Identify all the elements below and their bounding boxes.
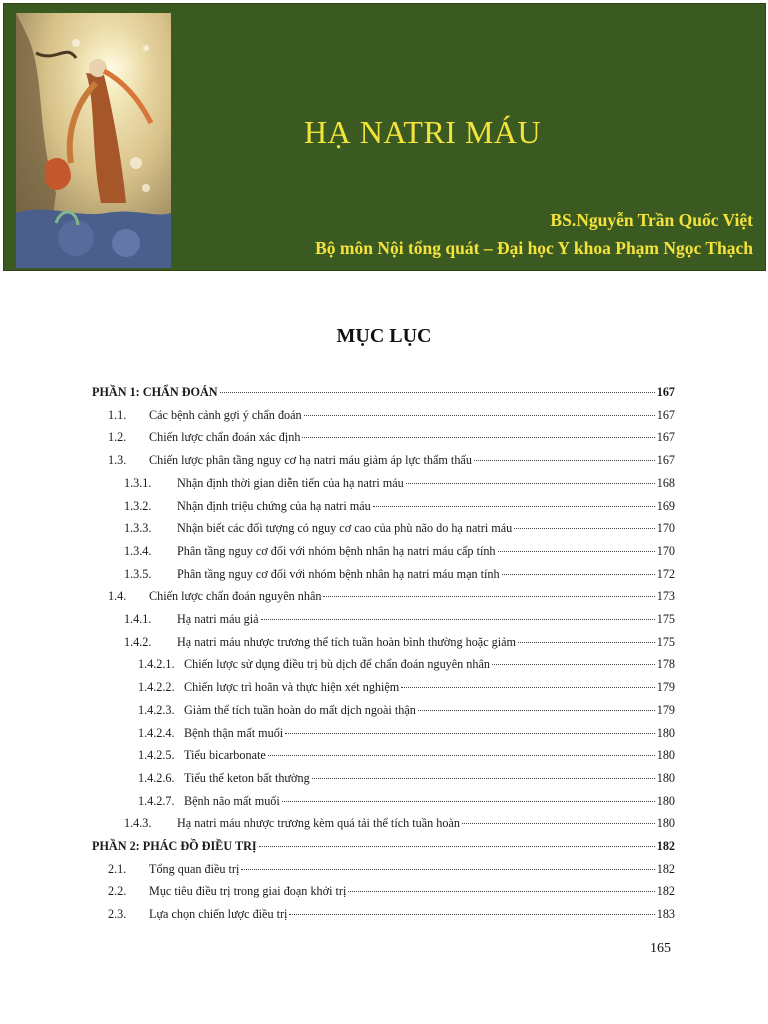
toc-entry[interactable] <box>92 768 675 788</box>
toc-entry-title: Giảm thể tích tuần hoàn do mất dịch ngoài thận <box>184 702 416 717</box>
toc-entry-number: 1.1. <box>108 407 127 422</box>
toc-entry[interactable] <box>92 518 675 538</box>
toc-entry[interactable] <box>92 859 675 879</box>
toc-part-entry[interactable] <box>92 836 675 856</box>
toc-entry-page: 178 <box>656 657 675 672</box>
toc-entry-number: 1.4.3. <box>124 816 152 831</box>
toc-entry-number: 1.3.3. <box>124 521 152 536</box>
toc-entry[interactable] <box>92 791 675 811</box>
toc-entry-title: Hạ natri máu nhược trương thể tích tuần hoàn bình thường hoặc giảm <box>177 634 517 649</box>
toc-dot-leader <box>518 642 655 643</box>
toc-dot-leader <box>418 710 655 711</box>
toc-entry-page: 170 <box>656 543 675 558</box>
toc-entry-page: 183 <box>656 907 675 922</box>
toc-dot-leader <box>462 823 655 824</box>
toc-entry[interactable] <box>92 881 675 901</box>
toc-entry-page: 182 <box>656 861 675 876</box>
toc-entry-page: 173 <box>656 589 675 604</box>
toc-entry-number: 2.2. <box>108 884 127 899</box>
cover-banner <box>3 3 766 271</box>
fantasy-illustration-image <box>16 13 171 268</box>
fantasy-illustration <box>16 13 171 268</box>
toc-entry-number: 1.4.2.1. <box>138 657 175 672</box>
toc-entry-title: Tổng quan điều trị <box>149 861 240 876</box>
toc-entry[interactable] <box>92 723 675 743</box>
toc-part-entry[interactable] <box>92 382 675 402</box>
toc-entry-title: Chiến lược phân tầng nguy cơ hạ natri máu giảm áp lực thẩm thấu <box>149 453 472 468</box>
toc-dot-leader <box>220 392 655 393</box>
toc-dot-leader <box>348 891 654 892</box>
toc-dot-leader <box>289 914 654 915</box>
toc-entry-title: Chiến lược chẩn đoán xác định <box>149 430 301 445</box>
toc-dot-leader <box>502 574 655 575</box>
toc-entry-number: 1.3. <box>108 453 127 468</box>
toc-entry-page: 180 <box>656 816 675 831</box>
toc-entry[interactable] <box>92 745 675 765</box>
toc-dot-leader <box>474 460 655 461</box>
toc-dot-leader <box>241 869 654 870</box>
toc-entry-page: 175 <box>656 634 675 649</box>
toc-entry[interactable] <box>92 427 675 447</box>
department-name: Bộ môn Nội tổng quát – Đại học Y khoa Phạm Ngọc Thạch <box>315 238 753 258</box>
toc-entry-title: Phân tầng nguy cơ đối với nhóm bệnh nhân hạ natri máu mạn tính <box>177 566 500 581</box>
toc-entry-title: Nhận định triệu chứng của hạ natri máu <box>177 498 371 513</box>
toc-entry-title: Chiến lược trì hoãn và thực hiện xét nghiệm <box>184 680 400 695</box>
toc-entry-number: 1.3.5. <box>124 566 152 581</box>
toc-entry[interactable] <box>92 813 675 833</box>
toc-entry-number: 1.3.1. <box>124 475 152 490</box>
toc-dot-leader <box>373 506 655 507</box>
toc-entry-number: 1.4.2.4. <box>138 725 175 740</box>
toc-entry-title: Hạ natri máu nhược trương kèm quá tải thể tích tuần hoàn <box>177 816 460 831</box>
toc-entry[interactable] <box>92 473 675 493</box>
toc-entry-page: 180 <box>656 725 675 740</box>
toc-entry-title: Mục tiêu điều trị trong giai đoạn khởi trị <box>149 884 347 899</box>
toc-entry[interactable] <box>92 450 675 470</box>
toc-entry-page: 167 <box>656 385 675 399</box>
toc-dot-leader <box>268 755 655 756</box>
toc-entry-number: 1.4.2.6. <box>138 770 175 785</box>
toc-entry-title: Tiểu bicarbonate <box>184 748 266 763</box>
toc-entry-page: 179 <box>656 680 675 695</box>
toc-entry-number: 1.3.4. <box>124 543 152 558</box>
toc-entry-page: 167 <box>656 430 675 445</box>
toc-dot-leader <box>406 483 655 484</box>
toc-entry-page: 167 <box>656 407 675 422</box>
toc-entry-number: 1.4.2.5. <box>138 748 175 763</box>
page-number: 165 <box>650 941 671 956</box>
toc-entry-page: 179 <box>656 702 675 717</box>
toc-dot-leader <box>302 437 654 438</box>
toc-dot-leader <box>304 415 655 416</box>
toc-entry-number: 2.1. <box>108 861 127 876</box>
toc-entry-title: Nhận định thời gian diễn tiến của hạ natri máu <box>177 475 404 490</box>
toc-entry-title: Tiểu thể keton bất thường <box>184 770 310 785</box>
toc-entry-title: PHẦN 1: CHẨN ĐOÁN <box>92 385 218 399</box>
toc-entry-title: Chiến lược chẩn đoán nguyên nhân <box>149 589 322 604</box>
toc-dot-leader <box>259 846 655 847</box>
toc-dot-leader <box>323 596 654 597</box>
toc-entry-title: PHẦN 2: PHÁC ĐỒ ĐIỀU TRỊ <box>92 839 257 853</box>
toc-entry-title: Chiến lược sử dụng điều trị bù dịch để chẩn đoán nguyên nhân <box>184 657 490 672</box>
toc-entry-page: 168 <box>656 475 675 490</box>
toc-entry-number: 1.4.2. <box>124 634 152 649</box>
toc-entry-title: Hạ natri máu giả <box>177 612 259 626</box>
toc-entry[interactable] <box>92 677 675 697</box>
toc-entry[interactable] <box>92 609 675 629</box>
toc-entry[interactable] <box>92 541 675 561</box>
toc-entry-title: Nhận biết các đối tượng có nguy cơ cao của phù não do hạ natri máu <box>177 521 513 536</box>
toc-entry-number: 1.4.2.3. <box>138 702 175 717</box>
toc-entry-number: 1.2. <box>108 430 127 445</box>
toc-dot-leader <box>401 687 654 688</box>
author-name: BS.Nguyễn Trần Quốc Việt <box>550 210 753 230</box>
toc-entry[interactable] <box>92 496 675 516</box>
toc-entry-title: Phân tầng nguy cơ đối với nhóm bệnh nhân hạ natri máu cấp tính <box>177 543 496 558</box>
toc-entry[interactable] <box>92 632 675 652</box>
toc-dot-leader <box>492 664 655 665</box>
document-title: HẠ NATRI MÁU <box>304 114 542 150</box>
toc-entry-title: Bệnh thận mất muối <box>184 725 284 740</box>
toc-entry-page: 167 <box>656 453 675 468</box>
toc-dot-leader <box>312 778 655 779</box>
toc-dot-leader <box>498 551 655 552</box>
toc-dot-leader <box>261 619 655 620</box>
toc-dot-leader <box>282 801 655 802</box>
toc-dot-leader <box>514 528 654 529</box>
toc-entry-number: 1.3.2. <box>124 498 152 513</box>
toc-entry-page: 172 <box>656 566 675 581</box>
toc-entry-page: 169 <box>656 498 675 513</box>
toc-entry[interactable] <box>92 564 675 584</box>
toc-entry-title: Lựa chọn chiến lược điều trị <box>149 907 288 922</box>
toc-entry-number: 1.4.2.2. <box>138 680 175 695</box>
toc-entry-page: 175 <box>656 612 675 626</box>
toc-entry-page: 180 <box>656 770 675 785</box>
toc-heading: MỤC LỤC <box>336 325 432 347</box>
toc-entry[interactable] <box>92 700 675 720</box>
toc-entry[interactable] <box>92 654 675 674</box>
toc-entry-number: 1.4.1. <box>124 612 152 626</box>
toc-entry-page: 170 <box>656 521 675 536</box>
toc-entry-page: 182 <box>656 884 675 899</box>
toc-entry-page: 180 <box>656 793 675 808</box>
toc-entry-page: 180 <box>656 748 675 763</box>
toc-entry-number: 1.4.2.7. <box>138 793 175 808</box>
toc-entry-title: Bệnh não mất muối <box>184 793 280 808</box>
toc-dot-leader <box>285 733 655 734</box>
toc-entry[interactable] <box>92 904 675 924</box>
toc-entry-page: 182 <box>656 839 675 853</box>
toc-entry-number: 2.3. <box>108 907 127 922</box>
toc-entry[interactable] <box>92 586 675 606</box>
toc-entry[interactable] <box>92 405 675 425</box>
toc-entry-number: 1.4. <box>108 589 127 604</box>
toc-entry-title: Các bệnh cảnh gợi ý chẩn đoán <box>149 407 302 422</box>
